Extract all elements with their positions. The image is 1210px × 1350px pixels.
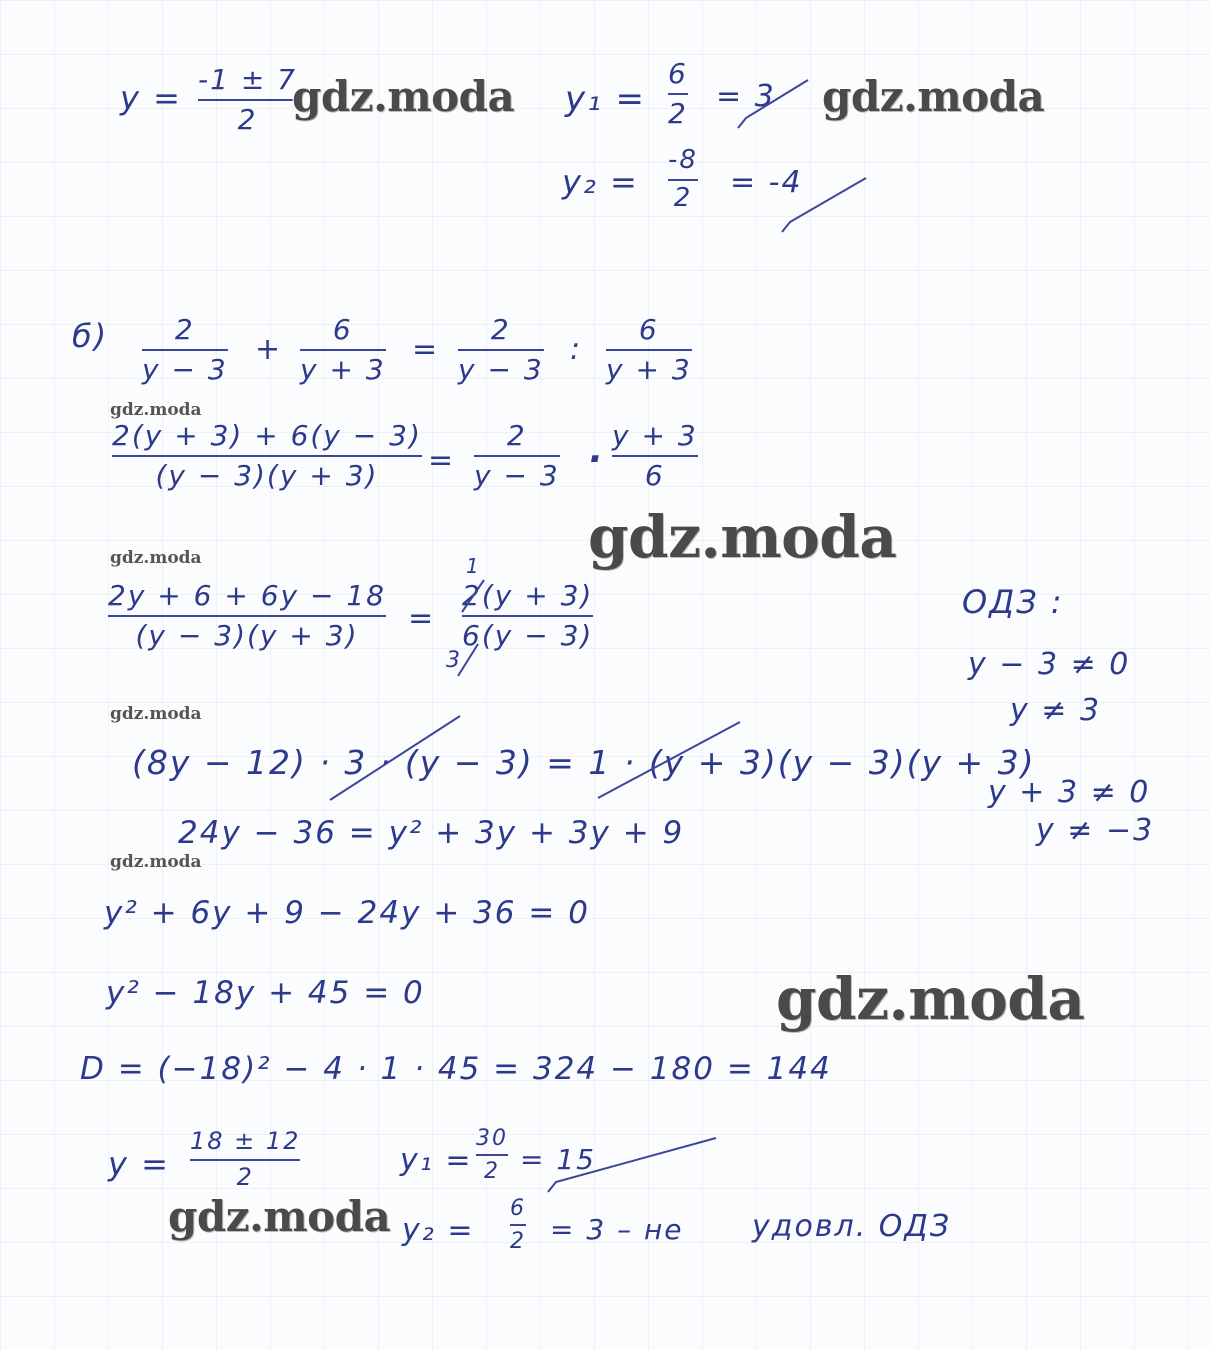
eq1-op1: + [255,332,283,367]
eq1-f3-den: y − 3 [458,353,544,387]
r2-rhs: = 3 – не [550,1213,684,1246]
r1-lhs: y₁ = [400,1143,473,1178]
a-y-lhs: y = [120,79,182,117]
eq1-f3-num: 2 [490,313,511,346]
r1-num: 30 [476,1126,508,1151]
discriminant: D = (−18)² − 4 · 1 · 45 = 324 − 180 = 144 [80,1051,832,1087]
r1-rhs: = 15 [520,1143,596,1176]
a-y2-rhs: = -4 [730,165,803,200]
a-y1-num: 6 [668,57,688,90]
a-y1-rhs: = 3 [716,79,776,114]
eq3-left-num: 2y + 6 + 6y − 18 [108,579,386,612]
eq7: y² − 18y + 45 = 0 [106,975,425,1011]
watermark: gdz.moda [110,704,202,724]
eq4: (8y − 12) · 3 · (y − 3) = 1 · (y + 3)(y − 3)(y + 3) [132,743,1036,782]
cancel-line-eq3-2 [462,580,484,612]
odz-condition-1-result: y ≠ 3 [1010,693,1102,728]
odz-condition-2: y + 3 ≠ 0 [988,775,1151,810]
cancel-line-eq4-left [330,716,460,800]
watermark: gdz.moda [822,72,1045,121]
eq1-f1-num: 2 [174,313,195,346]
watermark: gdz.moda [588,503,897,571]
eq3-eq: = [408,601,436,636]
b-label: б) [72,317,109,355]
roots-den: 2 [236,1162,254,1191]
roots-lhs: y = [108,1145,170,1183]
eq2-left-den: (y − 3)(y + 3) [155,459,379,493]
watermark: gdz.moda [776,965,1085,1033]
watermark: gdz.moda [292,72,515,121]
eq3-left-den: (y − 3)(y + 3) [135,619,359,653]
roots-num: 18 ± 12 [190,1127,301,1155]
eq1-f2-num: 6 [332,313,353,346]
eq2-r1-den: y − 3 [474,459,560,493]
a-y2-den: 2 [673,182,693,213]
watermark: gdz.moda [168,1192,391,1241]
eq3-cancel-top: 1 [466,554,481,578]
r2-num: 6 [510,1196,526,1221]
eq2-r2-den: 6 [644,459,665,493]
watermark: gdz.moda [110,548,202,568]
a-y2-lhs: y₂ = [562,163,639,201]
checkmark-r1 [548,1138,716,1192]
odz-condition-1: y − 3 ≠ 0 [968,647,1131,682]
eq2-left-num: 2(y + 3) + 6(y − 3) [112,419,422,452]
r2-note: удовл. ОДЗ [752,1209,952,1244]
checkmark-y2 [782,178,866,232]
eq6: y² + 6y + 9 − 24y + 36 = 0 [104,895,590,931]
eq2-dot: · [588,439,604,480]
odz-title: ОДЗ : [962,583,1064,621]
r1-den: 2 [484,1159,500,1185]
eq2-r2-num: y + 3 [612,419,698,452]
eq1-f1-den: y − 3 [142,353,228,387]
eq2-r1-num: 2 [506,419,527,452]
eq1-eq: = [412,332,440,367]
cancel-line-eq3-6 [458,644,478,676]
eq1-f4-den: y + 3 [606,353,692,387]
a-y-den: 2 [237,103,258,137]
watermark: gdz.moda [110,852,202,872]
r2-lhs: y₂ = [402,1213,475,1248]
odz-condition-2-result: y ≠ −3 [1036,813,1155,848]
cancel-line-eq4-right [598,722,740,798]
eq5: 24y − 36 = y² + 3y + 3y + 9 [178,815,685,851]
a-y2-num: -8 [668,145,698,175]
r2-den: 2 [510,1229,526,1255]
a-y-num: -1 ± 7 [198,63,297,96]
a-y1-den: 2 [668,97,688,131]
eq1-f2-den: y + 3 [300,353,386,387]
watermark: gdz.moda [110,400,202,420]
a-y1-lhs: y₁ = [565,79,647,119]
eq3-right-den: 6(y − 3) [462,619,594,653]
eq3-right-num: 2(y + 3) [462,579,594,612]
eq1-f4-num: 6 [638,313,659,346]
eq2-eq: = [428,443,456,478]
eq1-op2: : [570,332,583,367]
checkmark-y1 [738,80,808,128]
eq3-cancel-bottom: 3 [446,648,462,673]
